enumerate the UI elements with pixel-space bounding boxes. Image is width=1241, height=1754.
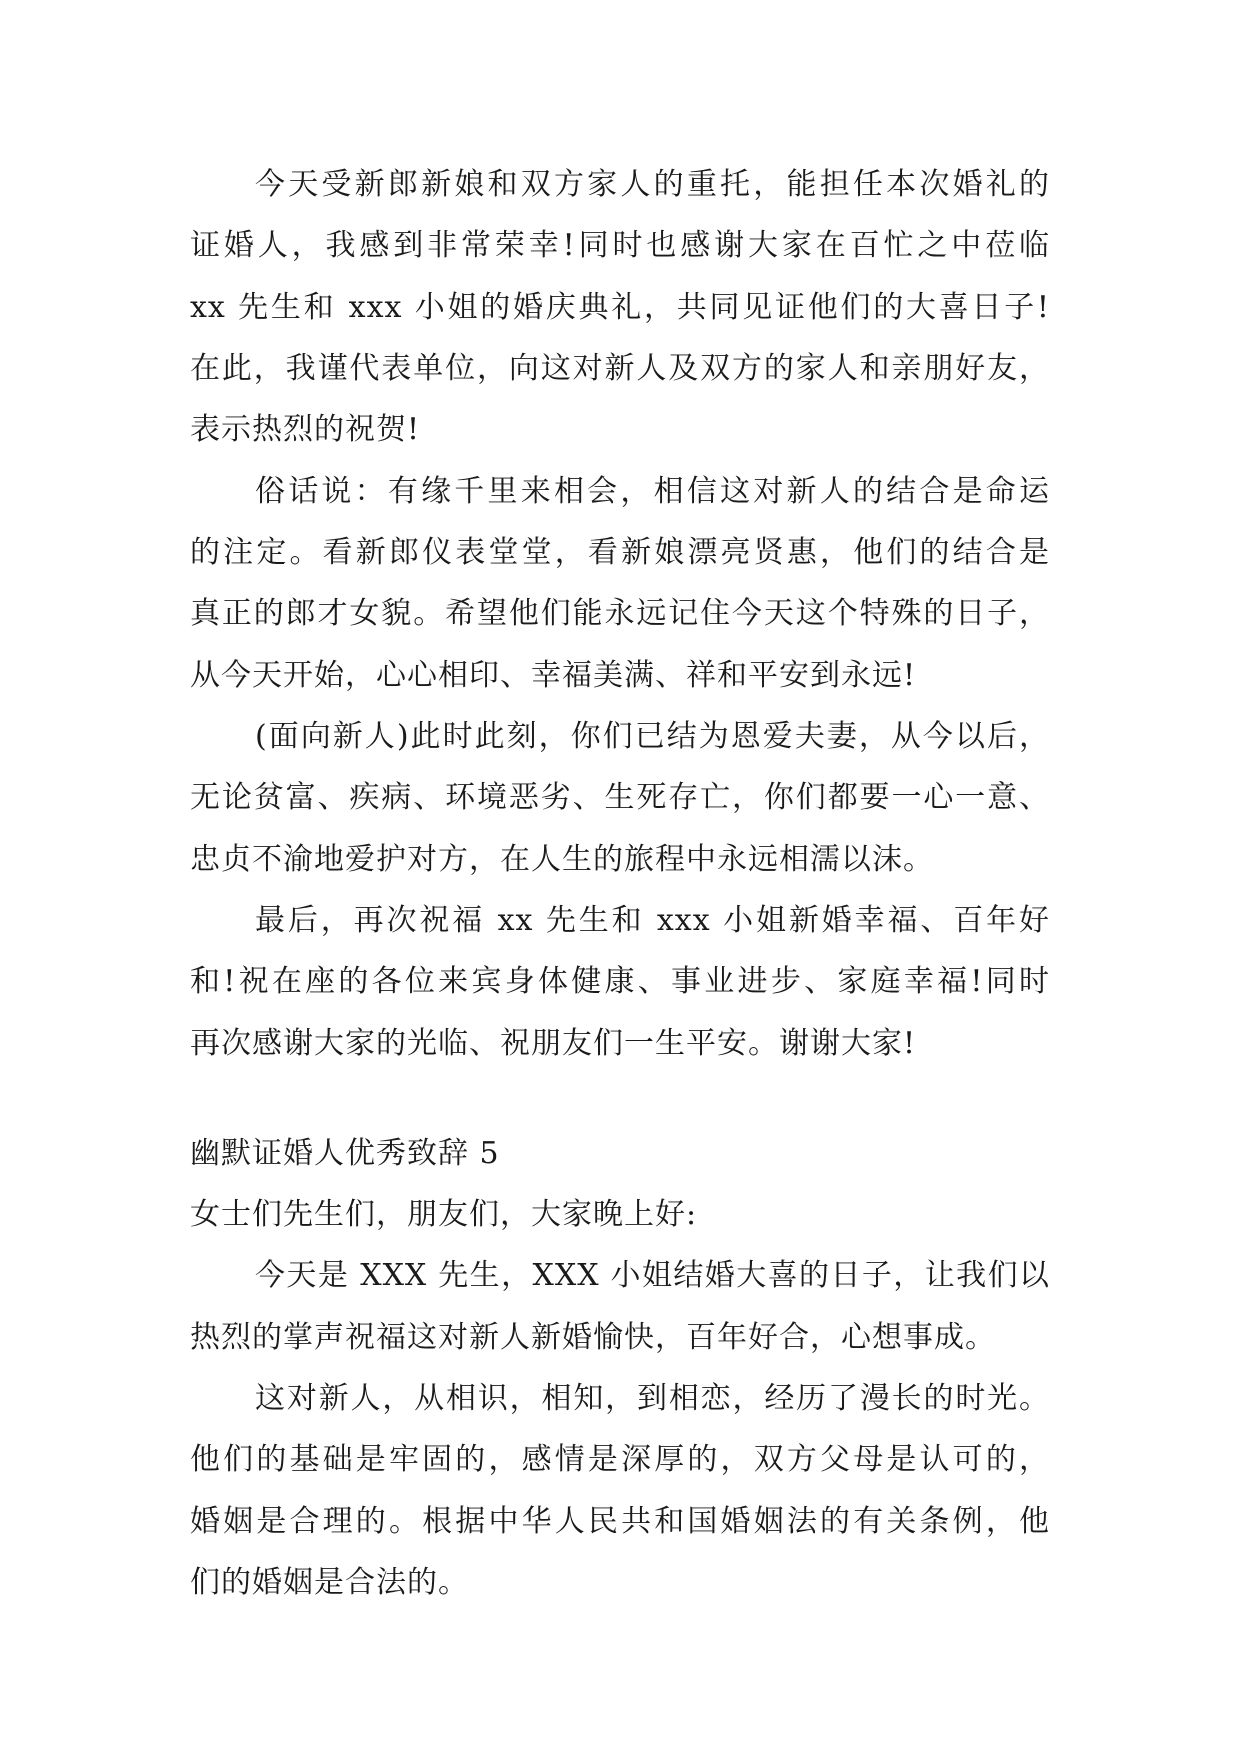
paragraph-4-line-1: 最后，再次祝福 xx 先生和 xxx 小姐新婚幸福、百年好	[255, 903, 1050, 938]
paragraph-3-line-3: 忠贞不渝地爱护对方，在人生的旅程中永远相濡以沫。	[190, 842, 934, 877]
paragraph-1-line-5: 表示热烈的祝贺!	[190, 412, 421, 447]
paragraph-2-line-1: 俗话说：有缘千里来相会，相信这对新人的结合是命运	[255, 474, 1050, 509]
section-heading: 幽默证婚人优秀致辞 5	[190, 1136, 500, 1171]
paragraph-2-line-4: 从今天开始，心心相印、幸福美满、祥和平安到永远!	[190, 658, 917, 693]
section2-paragraph-1-line-1: 今天是 XXX 先生，XXX 小姐结婚大喜的日子，让我们以	[255, 1258, 1050, 1293]
paragraph-1-line-1: 今天受新郎新娘和双方家人的重托，能担任本次婚礼的	[255, 167, 1050, 202]
section2-paragraph-2-line-4: 们的婚姻是合法的。	[190, 1565, 469, 1600]
paragraph-2-line-3: 真正的郎才女貌。希望他们能永远记住今天这个特殊的日子，	[190, 596, 1050, 631]
section2-paragraph-2-line-3: 婚姻是合理的。根据中华人民共和国婚姻法的有关条例，他	[190, 1504, 1050, 1539]
paragraph-4-line-2: 和!祝在座的各位来宾身体健康、事业进步、家庭幸福!同时	[190, 964, 1050, 999]
section2-paragraph-2-line-1: 这对新人，从相识，相知，到相恋，经历了漫长的时光。	[255, 1381, 1050, 1416]
paragraph-1-line-2: 证婚人，我感到非常荣幸!同时也感谢大家在百忙之中莅临	[190, 228, 1050, 263]
paragraph-2-line-2: 的注定。看新郎仪表堂堂，看新娘漂亮贤惠，他们的结合是	[190, 535, 1050, 570]
paragraph-3-line-1: (面向新人)此时此刻，你们已结为恩爱夫妻，从今以后，	[255, 719, 1050, 754]
paragraph-1-line-3: xx 先生和 xxx 小姐的婚庆典礼，共同见证他们的大喜日子!	[190, 290, 1050, 325]
greeting-line: 女士们先生们，朋友们，大家晚上好:	[190, 1197, 698, 1232]
section2-paragraph-2-line-2: 他们的基础是牢固的，感情是深厚的，双方父母是认可的，	[190, 1442, 1050, 1477]
paragraph-4-line-3: 再次感谢大家的光临、祝朋友们一生平安。谢谢大家!	[190, 1026, 917, 1061]
paragraph-1-line-4: 在此，我谨代表单位，向这对新人及双方的家人和亲朋好友，	[190, 351, 1050, 386]
paragraph-3-line-2: 无论贫富、疾病、环境恶劣、生死存亡，你们都要一心一意、	[190, 780, 1050, 815]
section2-paragraph-1-line-2: 热烈的掌声祝福这对新人新婚愉快，百年好合，心想事成。	[190, 1320, 996, 1355]
